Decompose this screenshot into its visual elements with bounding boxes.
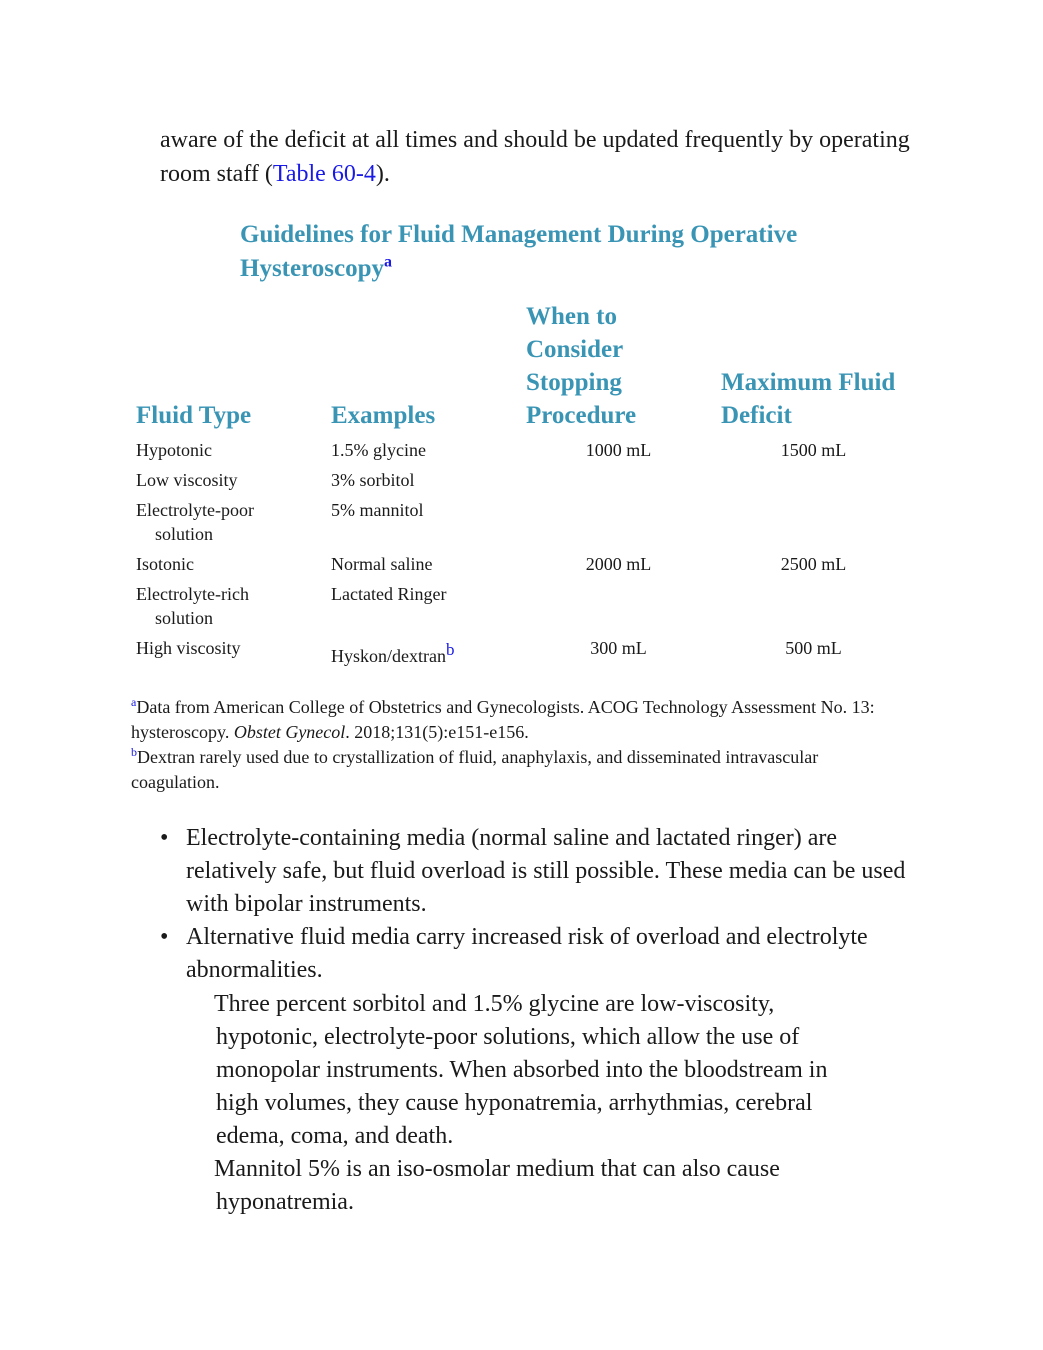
header-max-deficit: Maximum Fluid Deficit (721, 369, 896, 429)
cell-examples: 3% sorbitol (331, 470, 415, 490)
cell-max-deficit (716, 496, 911, 550)
table-row (131, 496, 911, 550)
table-header-row (131, 300, 911, 436)
table-reference-link[interactable]: Table 60-4 (272, 161, 376, 187)
cell-fluid-type-line2: solution (155, 524, 214, 544)
list-item-text: Electrolyte-containing media (normal saline and lactated ringer) are relatively safe, but fluid overload is still possible. These media can be used with bipolar instruments. (186, 825, 906, 917)
cell-fluid-type: Low viscosity (136, 470, 238, 490)
sub-paragraph-sorbitol-glycine: Three percent sorbitol and 1.5% glycine are low-viscosity, hypotonic, electrolyte-poor solutions, which allow the use of monopolar instruments. When absorbed into the bloodstream in high volumes, they cause hyponatremia, arrhythmias, cerebral edema, coma, and death. (214, 991, 828, 1149)
list-item (160, 921, 920, 987)
dextran-footnote-mark[interactable]: b (445, 640, 455, 659)
cell-max-deficit (716, 580, 911, 634)
cell-examples: Normal saline (331, 554, 433, 574)
cell-fluid-type-line2: solution (155, 608, 214, 628)
list-item-text: Alternative fluid media carry increased risk of overload and electrolyte abnormalities. (186, 924, 868, 983)
sub-paragraph-mannitol: Mannitol 5% is an iso-osmolar medium that can also cause hyponatremia. (214, 1156, 780, 1215)
intro-text-before: aware of the deficit at all times and should be updated frequently by operating room staff ( (160, 127, 910, 187)
cell-fluid-type-line1: Electrolyte-rich (136, 584, 249, 604)
footnote-b-text: Dextran rarely used due to crystallization of fluid, anaphylaxis, and disseminated intravascular coagulation. (131, 747, 819, 792)
cell-when-to-stop: 2000 mL (585, 554, 652, 574)
fluid-management-table (131, 300, 911, 672)
cell-examples-text: Hyskon/dextran (331, 646, 446, 666)
cell-when-to-stop (521, 496, 716, 550)
cell-examples: 1.5% glycine (331, 440, 426, 460)
table-row (131, 436, 911, 466)
table-title (240, 218, 880, 286)
header-examples: Examples (331, 402, 436, 429)
cell-fluid-type-line1: Electrolyte-poor (136, 500, 254, 520)
header-fluid-type: Fluid Type (136, 402, 252, 429)
header-when-to-stop: When to Consider Stopping Procedure (526, 303, 637, 429)
footnote-a (131, 695, 911, 745)
cell-fluid-type (131, 496, 326, 550)
cell-max-deficit: 500 mL (785, 638, 842, 658)
footnote-a-journal: Obstet Gynecol (233, 722, 346, 742)
table-title-footnote-mark[interactable]: a (383, 253, 392, 271)
footnote-a-mark: a (131, 695, 137, 709)
cell-examples (326, 634, 521, 672)
cell-fluid-type: Isotonic (136, 554, 194, 574)
table-row (131, 466, 911, 496)
cell-when-to-stop: 300 mL (590, 638, 647, 658)
cell-max-deficit: 1500 mL (780, 440, 847, 460)
table-row (131, 634, 911, 672)
bullet-icon: • (160, 924, 169, 950)
cell-when-to-stop: 1000 mL (585, 440, 652, 460)
cell-max-deficit: 2500 mL (780, 554, 847, 574)
sub-paragraphs (160, 988, 920, 1219)
footnote-a-text-before: Data from American College of Obstetrics and Gynecologists. ACOG Technology Assessment No. 13: hysteroscopy. (131, 697, 875, 742)
cell-examples: Lactated Ringer (331, 584, 447, 604)
table-row (131, 580, 911, 634)
footnote-b (131, 745, 911, 795)
footnote-a-text-after: . 2018;131(5):e151-e156. (345, 722, 529, 742)
intro-text-after: ). (375, 161, 390, 187)
bullet-icon: • (160, 825, 169, 851)
table-title-text: Guidelines for Fluid Management During Operative Hysteroscopy (240, 221, 798, 282)
table-row (131, 550, 911, 580)
cell-examples: 5% mannitol (331, 500, 424, 520)
cell-when-to-stop (521, 466, 716, 496)
cell-fluid-type: Hypotonic (136, 440, 212, 460)
cell-max-deficit (716, 466, 911, 496)
intro-paragraph (160, 123, 920, 191)
cell-fluid-type (131, 580, 326, 634)
bullet-list (160, 822, 920, 987)
cell-when-to-stop (521, 580, 716, 634)
cell-fluid-type: High viscosity (136, 638, 241, 658)
table-footnotes (131, 695, 911, 795)
list-item (160, 822, 920, 921)
footnote-b-mark: b (131, 745, 137, 759)
